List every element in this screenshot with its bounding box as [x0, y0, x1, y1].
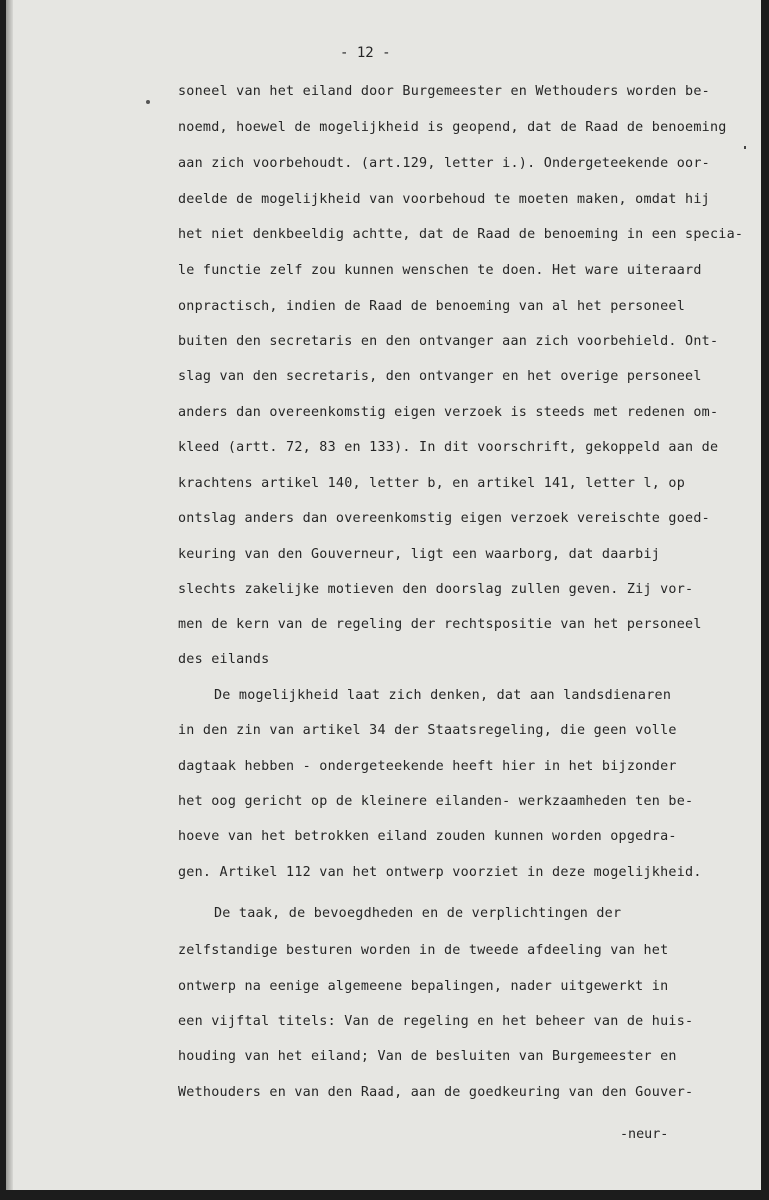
text-line: onpractisch, indien de Raad de benoeming van al het personeel [178, 299, 686, 314]
text-line: soneel van het eiland door Burgemeester en Wethouders worden be- [178, 84, 710, 99]
document-page [6, 0, 761, 1190]
text-line: noemd, hoewel de mogelijkheid is geopend, dat de Raad de benoeming [178, 120, 727, 135]
text-line: dagtaak hebben - ondergeteekende heeft hier in het bijzonder [178, 759, 677, 774]
text-line: ontwerp na eenige algemeene bepalingen, nader uitgewerkt in [178, 979, 669, 994]
text-line: een vijftal titels: Van de regeling en het beheer van de huis- [178, 1014, 694, 1029]
text-line: zelfstandige besturen worden in de tweede afdeeling van het [178, 943, 669, 958]
text-line: De taak, de bevoegdheden en de verplichtingen der [214, 906, 622, 921]
text-line: le functie zelf zou kunnen wenschen te doen. Het ware uiteraard [178, 263, 702, 278]
text-line: krachtens artikel 140, letter b, en artikel 141, letter l, op [178, 476, 686, 491]
text-line: De mogelijkheid laat zich denken, dat aan landsdienaren [214, 688, 672, 703]
text-line: gen. Artikel 112 van het ontwerp voorziet in deze mogelijkheid. [178, 865, 702, 880]
text-line: des eilands [178, 652, 270, 667]
text-line: deelde de mogelijkheid van voorbehoud te moeten maken, omdat hij [178, 192, 710, 207]
text-line: buiten den secretaris en den ontvanger aan zich voorbehield. Ont- [178, 334, 719, 349]
ink-mark [744, 146, 746, 149]
text-line: ontslag anders dan overeenkomstig eigen verzoek vereischte goed- [178, 511, 710, 526]
text-line: men de kern van de regeling der rechtspositie van het personeel [178, 617, 702, 632]
text-line: keuring van den Gouverneur, ligt een waarborg, dat daarbij [178, 547, 661, 562]
text-line: slechts zakelijke motieven den doorslag zullen geven. Zij vor- [178, 582, 694, 597]
text-line: anders dan overeenkomstig eigen verzoek is steeds met redenen om- [178, 405, 719, 420]
text-line: het niet denkbeeldig achtte, dat de Raad de benoeming in een specia- [178, 227, 744, 242]
text-line: het oog gericht op de kleinere eilanden- werkzaamheden ten be- [178, 794, 694, 809]
text-line: in den zin van artikel 34 der Staatsregeling, die geen volle [178, 723, 677, 738]
text-line: houding van het eiland; Van de besluiten van Burgemeester en [178, 1049, 677, 1064]
page-number: - 12 - [340, 45, 391, 61]
text-line: aan zich voorbehoudt. (art.129, letter i.). Ondergeteekende oor- [178, 156, 710, 171]
ink-mark [146, 100, 150, 104]
text-line: hoeve van het betrokken eiland zouden kunnen worden opgedra- [178, 829, 677, 844]
text-line: kleed (artt. 72, 83 en 133). In dit voorschrift, gekoppeld aan de [178, 440, 719, 455]
page-edge [6, 0, 13, 1190]
text-line: slag van den secretaris, den ontvanger en het overige personeel [178, 369, 702, 384]
text-line: Wethouders en van den Raad, aan de goedkeuring van den Gouver- [178, 1085, 694, 1100]
catchword: -neur- [620, 1127, 669, 1142]
